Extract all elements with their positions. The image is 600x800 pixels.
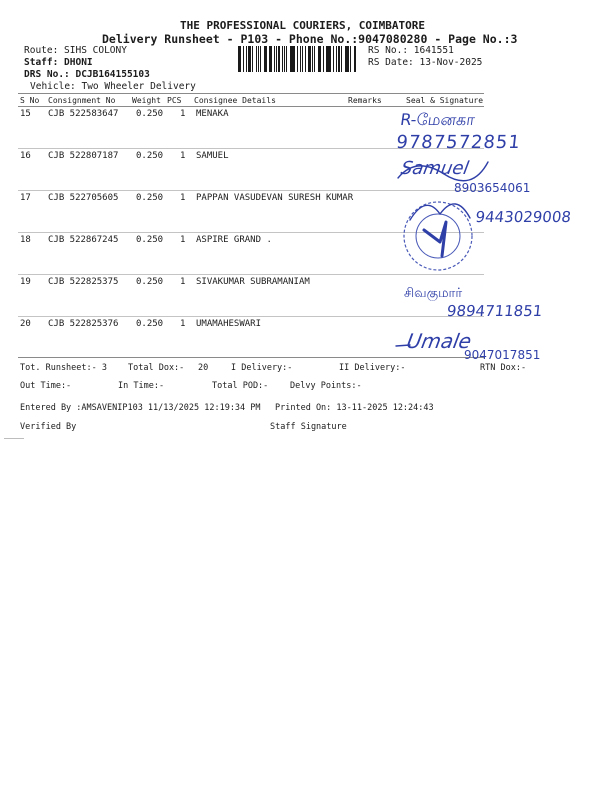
ii-delivery: II Delivery:- [339,363,406,373]
vehicle-label: Vehicle: Two Wheeler Delivery [30,81,196,92]
barcode-bar [243,46,244,72]
rs-number: RS No.: 1641551 [368,45,454,56]
barcode-bar [346,46,349,72]
sig6-name: Umale [404,329,474,353]
row-weight: 0.250 [136,277,164,287]
row-consignee: PAPPAN VASUDEVAN SURESH KUMAR [196,193,354,203]
sig2-name: Samuel [399,158,471,179]
row-consignee: MENAKA [196,109,229,119]
signature-row-17-seal [396,194,586,274]
row-weight: 0.250 [136,193,164,203]
rtn-dox: RTN Dox:- [480,363,527,373]
barcode-bar [338,46,340,72]
barcode-bar [252,46,253,72]
row-pcs: 1 [180,151,186,161]
row-weight: 0.250 [136,235,164,245]
row-consignee: SIVAKUMAR SUBRAMANIAM [196,277,310,287]
row-consignment: CJB 522705605 [48,193,119,203]
barcode-bar [258,46,259,72]
route-label: Route: SIHS COLONY [24,45,127,56]
sig3-phone: 9443029008 [474,208,572,226]
barcode-bar [333,46,334,72]
row-sno: 15 [20,109,31,119]
row-rule [18,274,484,275]
barcode-bar [302,46,304,72]
barcode-bar [293,46,295,72]
barcode-bar [260,46,261,72]
staff-label: Staff: DHONI [24,57,93,68]
col-pcs: PCS [167,96,182,105]
tot-runsheet: Tot. Runsheet:- 3 [20,363,107,373]
in-time: In Time:- [118,381,165,391]
row-consignee: ASPIRE GRAND . [196,235,272,245]
barcode-bar [312,46,313,72]
i-delivery: I Delivery:- [231,363,293,373]
barcode-bar [320,46,321,72]
barcode-bar [278,46,280,72]
runsheet-barcode [238,46,364,72]
sig5-name: சிவகுமார் [404,286,463,301]
seal-mark-icon [424,222,446,256]
col-consignee: Consignee Details [194,96,276,105]
header-bottom-rule [18,106,484,107]
row-pcs: 1 [180,235,186,245]
staff-signature: Staff Signature [270,422,347,432]
barcode-bar [350,46,351,72]
barcode-bar [328,46,331,72]
barcode-bar [354,46,356,72]
out-time: Out Time:- [20,381,72,391]
row-consignment: CJB 522825375 [48,277,119,287]
barcode-bar [341,46,342,72]
total-pod: Total POD:- [212,381,269,391]
entered-by: Entered By :AMSAVENIP103 11/13/2025 12:19:34 PM [20,403,261,413]
col-weight: Weight [132,96,161,105]
row-weight: 0.250 [136,151,164,161]
row-pcs: 1 [180,277,186,287]
barcode-bar [323,46,324,72]
sig2-phone: 8903654061 [454,181,531,195]
row-sno: 20 [20,319,31,329]
row-weight: 0.250 [136,319,164,329]
total-dox-label: Total Dox:- [128,363,185,373]
barcode-bar [305,46,306,72]
col-sno: S No [20,96,40,105]
col-consignment: Consignment No [48,96,116,105]
signature-scribble [410,204,470,220]
barcode-bar [290,46,293,72]
barcode-bar [266,46,267,72]
barcode-bar [314,46,315,72]
verified-by: Verified By [20,422,77,432]
barcode-bar [269,46,272,72]
signature-row-16 [396,152,556,198]
sig1-phone: 9787572851 [395,132,522,153]
row-pcs: 1 [180,193,186,203]
row-pcs: 1 [180,109,186,119]
runsheet-title: Delivery Runsheet - P103 - Phone No.:9047080280 - Page No.:3 [102,32,518,46]
row-consignee: UMAMAHESWARI [196,319,262,329]
barcode-bar [248,46,251,72]
barcode-bar [286,46,287,72]
header-top-rule [18,93,484,94]
seal-inner-ring-icon [416,214,460,258]
signature-row-20 [394,324,574,364]
signature-row-15 [396,108,556,154]
printed-on: Printed On: 13-11-2025 12:24:43 [275,403,434,413]
company-name: THE PROFESSIONAL COURIERS, COIMBATORE [180,19,426,32]
margin-mark [4,438,24,439]
row-sno: 16 [20,151,31,161]
barcode-bar [297,46,298,72]
barcode-bar [308,46,311,72]
sig5-phone: 9894711851 [446,302,544,320]
sig1-name: R-மேனகா [399,110,477,129]
barcode-bar [276,46,277,72]
row-sno: 17 [20,193,31,203]
row-consignment: CJB 522583647 [48,109,119,119]
row-weight: 0.250 [136,109,164,119]
row-sno: 19 [20,277,31,287]
signature-row-19 [396,282,566,322]
sig6-phone: 9047017851 [464,348,541,362]
barcode-bar [284,46,285,72]
row-consignment: CJB 522867245 [48,235,119,245]
row-consignee: SAMUEL [196,151,229,161]
delvy-points: Delvy Points:- [290,381,362,391]
rs-date: RS Date: 13-Nov-2025 [368,57,483,68]
row-consignment: CJB 522807187 [48,151,119,161]
col-seal-signature: Seal & Signature [406,96,484,105]
row-sno: 18 [20,235,31,245]
row-pcs: 1 [180,319,186,329]
col-remarks: Remarks [348,96,382,105]
row-consignment: CJB 522825376 [48,319,119,329]
total-dox-value: 20 [198,363,209,373]
barcode-bar [239,46,241,72]
drs-number: DRS No.: DCJB164155103 [24,69,150,80]
